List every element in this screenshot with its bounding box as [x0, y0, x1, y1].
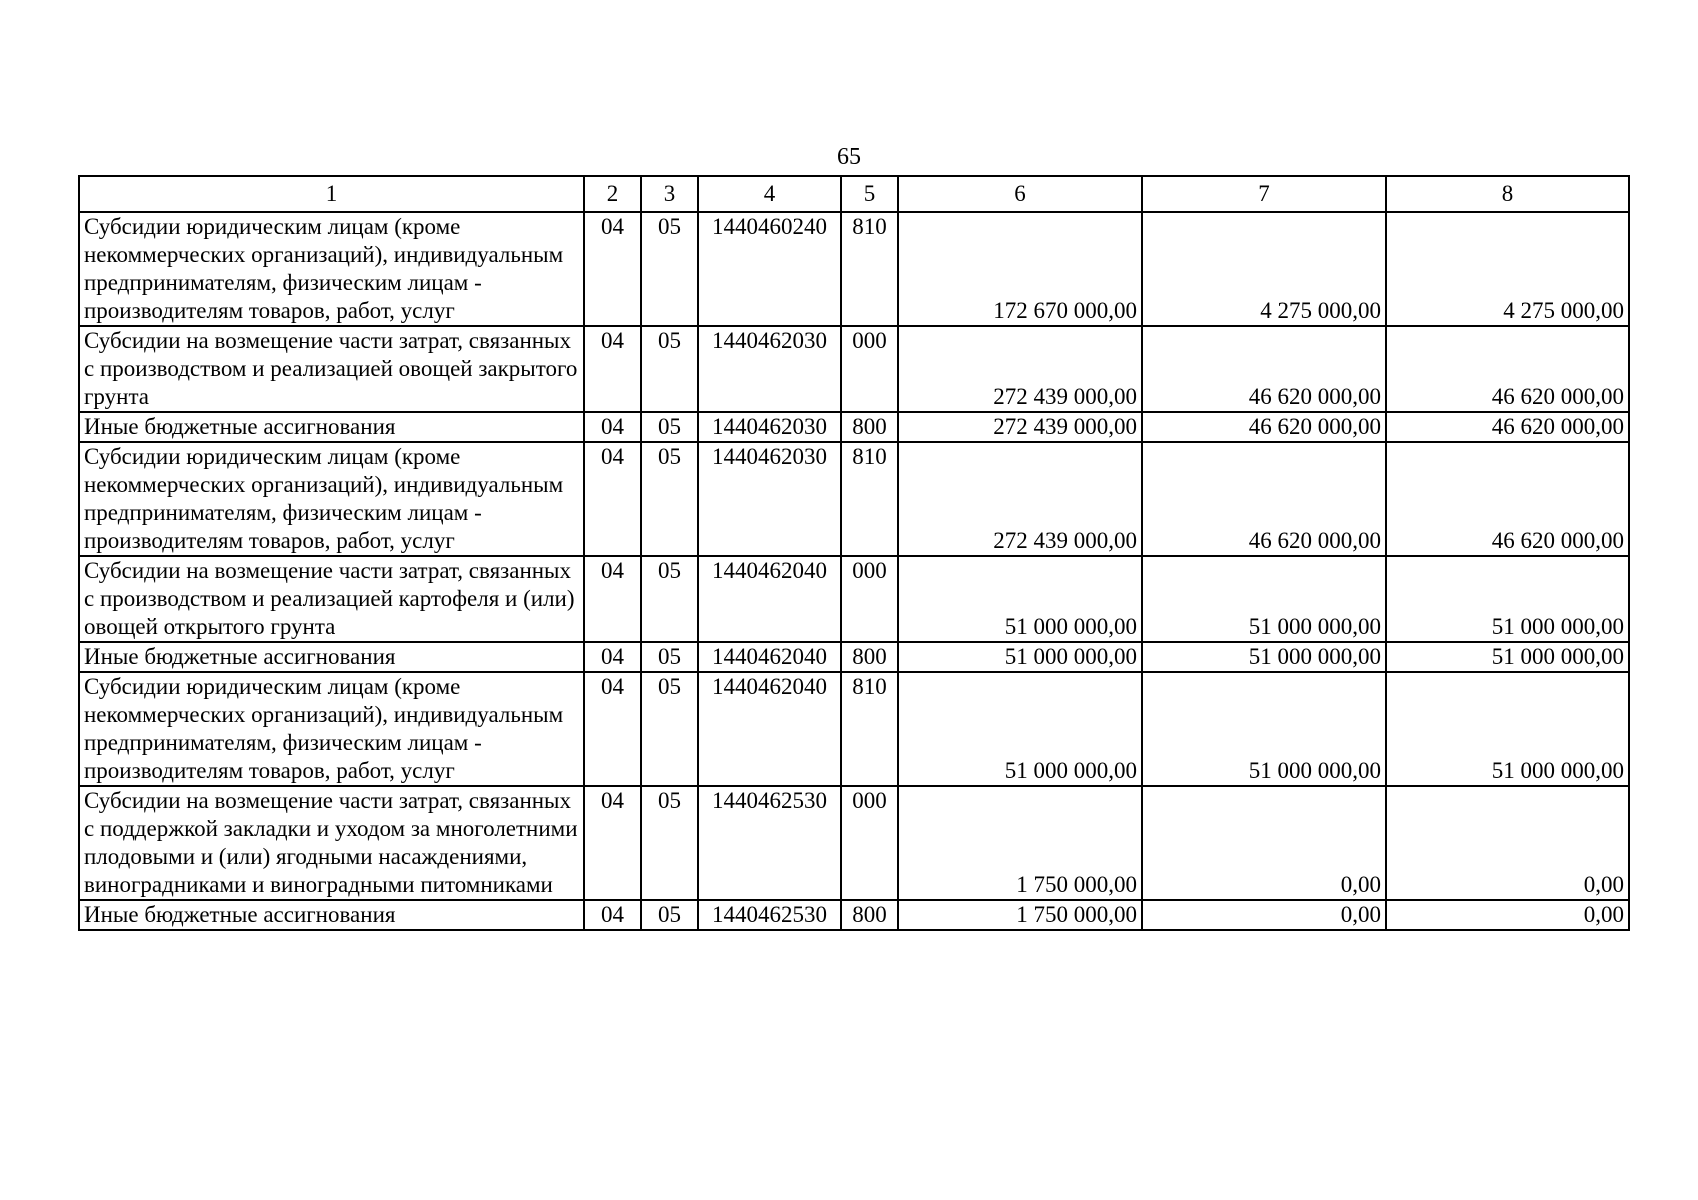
expense-type-code: 800	[841, 900, 898, 930]
amount-col7: 0,00	[1142, 900, 1386, 930]
header-row	[79, 176, 1629, 212]
row-name: Субсидии юридическим лицам (кроме некоммерческих организаций), индивидуальным предпринимателям, физическим лицам - производителям товаров, работ, услуг	[79, 672, 584, 786]
table-row	[79, 326, 1629, 412]
amount-col8: 46 620 000,00	[1386, 326, 1629, 412]
column-header: 7	[1142, 176, 1386, 212]
amount-col8: 51 000 000,00	[1386, 672, 1629, 786]
amount-col6: 172 670 000,00	[898, 212, 1142, 326]
column-header: 4	[698, 176, 841, 212]
section-code: 04	[584, 672, 641, 786]
budget-table	[78, 175, 1630, 931]
amount-col6: 272 439 000,00	[898, 412, 1142, 442]
row-name: Субсидии юридическим лицам (кроме некоммерческих организаций), индивидуальным предпринимателям, физическим лицам - производителям товаров, работ, услуг	[79, 212, 584, 326]
subsection-code: 05	[641, 556, 698, 642]
row-name: Субсидии на возмещение части затрат, связанных с поддержкой закладки и уходом за многолетними плодовыми и (или) ягодными насаждениями, виноградниками и виноградными питомниками	[79, 786, 584, 900]
row-name: Иные бюджетные ассигнования	[79, 900, 584, 930]
amount-col8: 46 620 000,00	[1386, 412, 1629, 442]
expense-type-code: 810	[841, 672, 898, 786]
amount-col6: 1 750 000,00	[898, 900, 1142, 930]
amount-col8: 4 275 000,00	[1386, 212, 1629, 326]
column-header: 2	[584, 176, 641, 212]
expense-type-code: 810	[841, 442, 898, 556]
amount-col8: 46 620 000,00	[1386, 442, 1629, 556]
subsection-code: 05	[641, 212, 698, 326]
target-article-code: 1440462030	[698, 412, 841, 442]
column-header: 3	[641, 176, 698, 212]
table-row	[79, 642, 1629, 672]
table-row	[79, 786, 1629, 900]
target-article-code: 1440462040	[698, 556, 841, 642]
section-code: 04	[584, 786, 641, 900]
section-code: 04	[584, 556, 641, 642]
amount-col6: 51 000 000,00	[898, 556, 1142, 642]
amount-col6: 51 000 000,00	[898, 642, 1142, 672]
subsection-code: 05	[641, 672, 698, 786]
table-row	[79, 442, 1629, 556]
target-article-code: 1440460240	[698, 212, 841, 326]
table-row	[79, 412, 1629, 442]
amount-col8: 51 000 000,00	[1386, 642, 1629, 672]
amount-col7: 51 000 000,00	[1142, 556, 1386, 642]
table-row	[79, 900, 1629, 930]
amount-col8: 51 000 000,00	[1386, 556, 1629, 642]
target-article-code: 1440462040	[698, 642, 841, 672]
subsection-code: 05	[641, 412, 698, 442]
table-row	[79, 556, 1629, 642]
section-code: 04	[584, 900, 641, 930]
expense-type-code: 000	[841, 786, 898, 900]
amount-col7: 51 000 000,00	[1142, 672, 1386, 786]
subsection-code: 05	[641, 786, 698, 900]
column-header: 6	[898, 176, 1142, 212]
target-article-code: 1440462530	[698, 900, 841, 930]
column-header: 5	[841, 176, 898, 212]
amount-col8: 0,00	[1386, 900, 1629, 930]
amount-col6: 272 439 000,00	[898, 442, 1142, 556]
subsection-code: 05	[641, 442, 698, 556]
amount-col7: 51 000 000,00	[1142, 642, 1386, 672]
expense-type-code: 800	[841, 642, 898, 672]
table-row	[79, 212, 1629, 326]
subsection-code: 05	[641, 326, 698, 412]
row-name: Субсидии юридическим лицам (кроме некоммерческих организаций), индивидуальным предпринимателям, физическим лицам - производителям товаров, работ, услуг	[79, 442, 584, 556]
row-name: Субсидии на возмещение части затрат, связанных с производством и реализацией овощей закрытого грунта	[79, 326, 584, 412]
amount-col7: 46 620 000,00	[1142, 326, 1386, 412]
target-article-code: 1440462040	[698, 672, 841, 786]
row-name: Субсидии на возмещение части затрат, связанных с производством и реализацией картофеля и (или) овощей открытого грунта	[79, 556, 584, 642]
column-header: 1	[79, 176, 584, 212]
amount-col8: 0,00	[1386, 786, 1629, 900]
section-code: 04	[584, 442, 641, 556]
amount-col6: 272 439 000,00	[898, 326, 1142, 412]
expense-type-code: 000	[841, 326, 898, 412]
row-name: Иные бюджетные ассигнования	[79, 642, 584, 672]
expense-type-code: 810	[841, 212, 898, 326]
column-header: 8	[1386, 176, 1629, 212]
expense-type-code: 000	[841, 556, 898, 642]
amount-col6: 51 000 000,00	[898, 672, 1142, 786]
amount-col7: 4 275 000,00	[1142, 212, 1386, 326]
table-row	[79, 672, 1629, 786]
page-number: 65	[837, 144, 861, 170]
row-name: Иные бюджетные ассигнования	[79, 412, 584, 442]
section-code: 04	[584, 212, 641, 326]
target-article-code: 1440462530	[698, 786, 841, 900]
amount-col7: 0,00	[1142, 786, 1386, 900]
amount-col7: 46 620 000,00	[1142, 412, 1386, 442]
amount-col6: 1 750 000,00	[898, 786, 1142, 900]
target-article-code: 1440462030	[698, 442, 841, 556]
subsection-code: 05	[641, 642, 698, 672]
target-article-code: 1440462030	[698, 326, 841, 412]
expense-type-code: 800	[841, 412, 898, 442]
amount-col7: 46 620 000,00	[1142, 442, 1386, 556]
section-code: 04	[584, 412, 641, 442]
subsection-code: 05	[641, 900, 698, 930]
section-code: 04	[584, 642, 641, 672]
section-code: 04	[584, 326, 641, 412]
